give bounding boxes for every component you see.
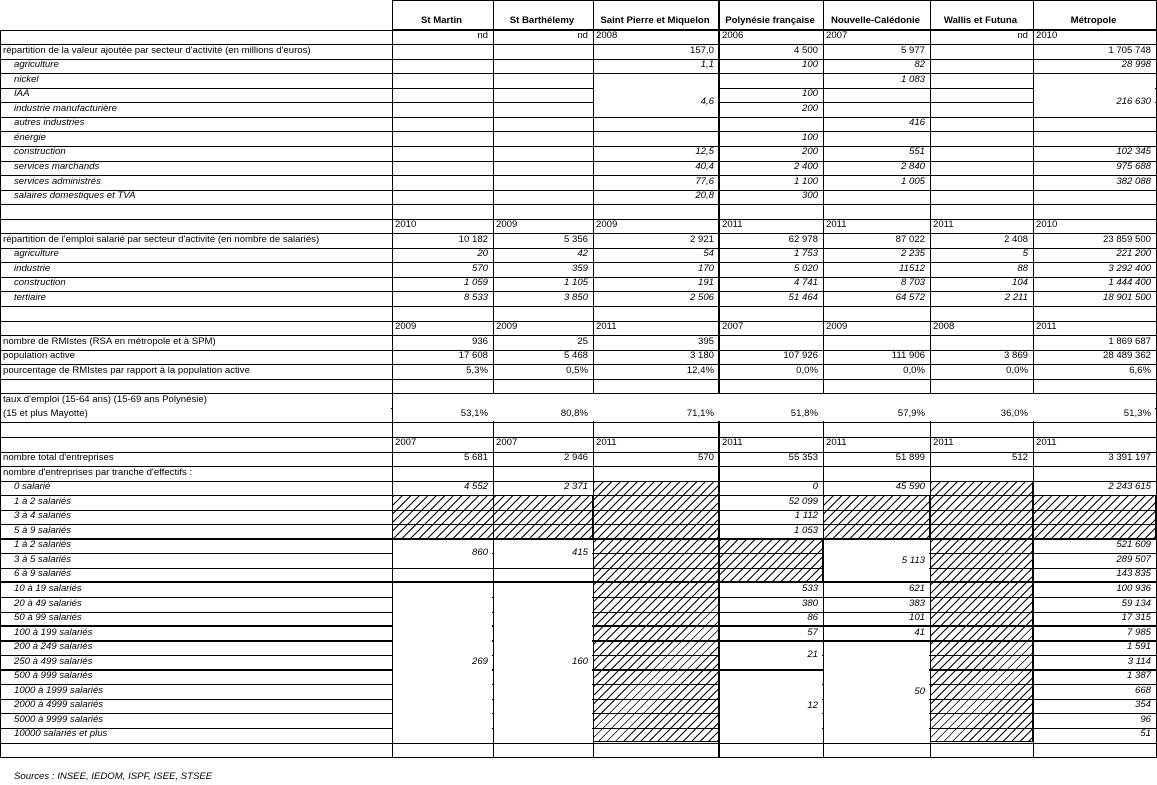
value-cell: 107 926 xyxy=(783,350,818,362)
band-value: 383 xyxy=(908,597,925,609)
row-rule xyxy=(0,306,1157,307)
size-band-label: 6 à 9 salariés xyxy=(14,568,72,580)
value-cell: 1 100 xyxy=(793,175,818,187)
year-cell-1: 2009 xyxy=(496,321,518,333)
size-band-label: 3 à 4 salariés xyxy=(14,510,72,522)
year-cell-0: 2010 xyxy=(395,219,417,231)
row-label: répartition de la valeur ajoutée par secteur d'activité (en millions d'euros) xyxy=(3,44,311,56)
band-value: 143 835 xyxy=(1116,568,1151,580)
year-cell-2: 2011 xyxy=(596,437,617,449)
band-value: 533 xyxy=(801,582,818,594)
year-cell-4: 2007 xyxy=(826,30,848,42)
band-value: 289 507 xyxy=(1116,553,1151,565)
band-value: 860 xyxy=(471,547,488,559)
value-cell: 5 356 xyxy=(563,233,588,245)
band-value: 7 985 xyxy=(1126,626,1151,638)
value-cell: 2 400 xyxy=(793,161,818,172)
value-cell: 42 xyxy=(577,248,588,260)
band-value: 41 xyxy=(914,626,925,638)
value-cell: 570 xyxy=(471,262,488,274)
year-cell-1: 2007 xyxy=(496,437,518,449)
row-rule xyxy=(0,757,1157,758)
value-cell: 3 850 xyxy=(563,291,588,303)
value-cell: 3 180 xyxy=(689,350,714,362)
value-cell: 512 xyxy=(1011,452,1028,463)
value-cell: 11512 xyxy=(899,262,925,274)
value-cell: 936 xyxy=(471,335,488,347)
value-cell: 200 xyxy=(801,102,818,114)
band-value: 17 315 xyxy=(1121,612,1151,624)
value-cell: 87 022 xyxy=(895,233,925,245)
value-cell: 3 869 xyxy=(1003,350,1028,362)
year-cell-6: 2010 xyxy=(1036,219,1058,231)
band-value: 100 936 xyxy=(1116,582,1151,594)
year-cell-5: 2008 xyxy=(933,321,955,333)
value-cell: 8 703 xyxy=(900,277,925,289)
value-cell: 2 211 xyxy=(1004,291,1028,303)
value-cell: 20 xyxy=(477,248,488,260)
year-cell-4: 2011 xyxy=(826,219,847,231)
size-band-label: 10000 salariés et plus xyxy=(14,728,108,740)
value-cell: 4 741 xyxy=(793,277,818,289)
band-value: 354 xyxy=(1134,699,1151,711)
value-cell: 5 977 xyxy=(900,44,925,56)
value-cell: 2 408 xyxy=(1003,233,1028,245)
value-cell: 28 998 xyxy=(1121,59,1151,71)
year-cell-6: 2011 xyxy=(1036,437,1057,449)
hatched-polynesie xyxy=(719,539,823,583)
year-cell-2: 2008 xyxy=(596,30,618,42)
value-cell: 4 500 xyxy=(793,44,818,56)
year-cell-3: 2011 xyxy=(722,219,743,231)
value-cell: 2 506 xyxy=(689,291,714,303)
value-cell: 51,8% xyxy=(790,408,818,420)
value-cell: 216 630 xyxy=(1116,95,1151,107)
band-value: 3 114 xyxy=(1127,655,1151,667)
value-cell: 0,0% xyxy=(903,364,925,376)
band-value: 1 112 xyxy=(794,510,818,522)
value-cell: 25 xyxy=(577,335,588,347)
row-label: pourcentage de RMIstes par rapport à la population active xyxy=(3,364,250,376)
value-cell: 104 xyxy=(1011,277,1028,289)
value-cell: 5 020 xyxy=(793,262,818,274)
value-cell: 100 xyxy=(801,59,818,71)
value-cell: 1 869 687 xyxy=(1108,335,1151,347)
value-cell: 23 859 500 xyxy=(1102,233,1151,245)
value-cell: 4,6 xyxy=(700,95,714,107)
row-label: population active xyxy=(3,350,76,362)
band-value: 621 xyxy=(908,582,925,594)
band-value: 57 xyxy=(807,626,818,638)
row-label: services marchands xyxy=(14,161,100,172)
value-cell: 359 xyxy=(571,262,588,274)
year-cell-1: 2009 xyxy=(496,219,518,231)
year-cell-4: 2009 xyxy=(826,321,848,333)
value-cell: 1 083 xyxy=(900,73,925,85)
value-cell: 100 xyxy=(801,88,818,100)
year-cell-0: nd xyxy=(477,30,488,42)
band-value: 668 xyxy=(1134,684,1151,696)
band-value: 21 xyxy=(807,649,818,661)
year-cell-6: 2011 xyxy=(1036,321,1057,333)
size-band-label: 10 à 19 salariés xyxy=(14,582,82,594)
row-rule xyxy=(0,422,1157,423)
value-cell: 1 059 xyxy=(463,277,488,289)
band-value: 160 xyxy=(571,656,588,668)
size-band-label: 200 à 249 salariés xyxy=(14,641,93,653)
row-label: industrie manufacturière xyxy=(14,102,117,114)
year-cell-5: 2011 xyxy=(933,219,954,231)
value-cell: 36,0% xyxy=(1000,408,1028,420)
value-cell: 77,6 xyxy=(695,175,714,187)
column-header-5: Wallis et Futuna xyxy=(943,15,1018,26)
value-cell: 551 xyxy=(908,146,925,158)
band-value: 12 xyxy=(807,700,818,712)
band-value: 269 xyxy=(471,656,488,668)
value-cell: 395 xyxy=(697,335,714,347)
band-value: 50 xyxy=(914,685,925,697)
size-band-label: 20 à 49 salariés xyxy=(14,597,82,609)
value-cell: 71,1% xyxy=(686,408,714,420)
value-cell: 18 901 500 xyxy=(1102,291,1151,303)
sources-note: Sources : INSEE, IEDOM, ISPF, ISEE, STSEE xyxy=(14,771,213,782)
year-cell-6: 2010 xyxy=(1036,30,1058,42)
value-cell: 2 840 xyxy=(900,161,925,172)
value-cell: 1 444 400 xyxy=(1108,277,1151,289)
band-value: 5 113 xyxy=(901,554,925,566)
year-cell-0: 2009 xyxy=(395,321,417,333)
value-cell: 17 608 xyxy=(458,350,488,362)
row-label: (15 et plus Mayotte) xyxy=(3,408,88,420)
year-cell-3: 2006 xyxy=(722,30,744,42)
column-header-3: Polynésie française xyxy=(725,15,815,26)
year-cell-5: nd xyxy=(1017,30,1028,42)
value-cell: 0,0% xyxy=(796,364,818,376)
year-cell-5: 2011 xyxy=(933,437,954,449)
value-cell: 111 906 xyxy=(891,350,925,362)
value-cell: 1 105 xyxy=(563,277,588,289)
year-cell-2: 2011 xyxy=(596,321,617,333)
value-cell: 8 533 xyxy=(463,291,488,303)
row-label: nombre total d'entreprises xyxy=(3,452,114,463)
row-label: autres industries xyxy=(14,117,85,129)
value-cell: 0,5% xyxy=(566,364,588,376)
value-cell: 51 464 xyxy=(788,291,818,303)
value-cell: 191 xyxy=(697,277,714,289)
band-value: 59 134 xyxy=(1121,597,1151,609)
band-value: 2 371 xyxy=(563,481,588,493)
year-cell-1: nd xyxy=(577,30,588,42)
value-cell: 570 xyxy=(697,452,714,463)
row-label: taux d'emploi (15-64 ans) (15-69 ans Polynésie) xyxy=(3,393,207,405)
value-cell: 1 753 xyxy=(793,248,818,260)
hatched-metropole xyxy=(1033,495,1156,539)
column-header-1: St Barthélemy xyxy=(509,15,575,26)
value-cell: 64 572 xyxy=(895,291,925,303)
band-value: 380 xyxy=(801,597,818,609)
year-cell-0: 2007 xyxy=(395,437,417,449)
value-cell: 54 xyxy=(703,248,714,260)
top-rule xyxy=(392,0,1157,1)
value-cell: 0,0% xyxy=(1006,364,1028,376)
value-cell: 10 182 xyxy=(458,233,488,245)
row-label: agriculture xyxy=(14,248,59,260)
value-cell: 1 705 748 xyxy=(1108,44,1151,56)
band-value: 0 xyxy=(812,481,818,493)
value-cell: 157,0 xyxy=(689,44,714,56)
band-value: 101 xyxy=(908,612,925,624)
column-header-6: Métropole xyxy=(1070,15,1117,26)
row-label: nombre de RMIstes (RSA en métropole et à SPM) xyxy=(3,335,216,347)
size-band-label: 0 salarié xyxy=(14,481,51,493)
row-label: répartition de l'emploi salarié par secteur d'activité (en nombre de salariés) xyxy=(3,233,320,245)
year-cell-2: 2009 xyxy=(596,219,618,231)
row-rule xyxy=(0,379,1157,380)
value-cell: 12,4% xyxy=(686,364,714,376)
value-cell: 20,8 xyxy=(695,190,714,202)
size-band-label: 5 à 9 salariés xyxy=(14,524,72,536)
size-band-label: 500 à 999 salariés xyxy=(14,670,93,682)
value-cell: 975 688 xyxy=(1116,161,1151,172)
band-value: 521 609 xyxy=(1116,539,1151,551)
value-cell: 1,1 xyxy=(700,59,714,71)
band-value: 96 xyxy=(1140,713,1151,725)
value-cell: 416 xyxy=(908,117,925,129)
column-header-0: St Martin xyxy=(420,15,463,26)
row-label: nickel xyxy=(14,73,39,85)
row-label: agriculture xyxy=(14,59,59,71)
row-label: IAA xyxy=(14,88,30,100)
value-cell: 6,6% xyxy=(1129,364,1151,376)
value-cell: 40,4 xyxy=(695,161,714,172)
value-cell: 200 xyxy=(801,146,818,158)
row-label: salaires domestiques et TVA xyxy=(14,190,136,202)
row-label: énergie xyxy=(14,131,47,143)
column-header-4: Nouvelle-Calédonie xyxy=(830,15,921,26)
size-band-label: 1 à 2 salariés xyxy=(14,539,72,551)
value-cell: 55 353 xyxy=(788,452,818,463)
value-cell: 62 978 xyxy=(788,233,818,245)
value-cell: 221 200 xyxy=(1116,248,1151,260)
value-cell: 5 681 xyxy=(463,452,488,463)
band-value: 51 xyxy=(1140,728,1151,740)
year-cell-3: 2011 xyxy=(722,437,743,449)
band-value: 86 xyxy=(807,612,818,624)
size-band-label: 3 à 5 salariés xyxy=(14,553,72,565)
band-value: 45 590 xyxy=(895,481,925,493)
value-cell: 88 xyxy=(1017,262,1028,274)
hatched-caledonie xyxy=(823,495,930,539)
value-cell: 51,3% xyxy=(1123,408,1151,420)
band-value: 52 099 xyxy=(788,495,818,507)
value-cell: 80,8% xyxy=(560,408,588,420)
value-cell: 300 xyxy=(801,190,818,202)
left-rule xyxy=(0,30,1,758)
row-label: nombre d'entreprises par tranche d'effectifs : xyxy=(3,466,193,478)
band-value: 2 243 615 xyxy=(1108,481,1151,493)
row-label: construction xyxy=(14,277,66,289)
value-cell: 2 946 xyxy=(563,452,588,463)
band-value: 4 552 xyxy=(463,481,488,493)
size-band-label: 5000 à 9999 salariés xyxy=(14,713,104,725)
size-band-label: 1000 à 1999 salariés xyxy=(14,684,104,696)
value-cell: 382 088 xyxy=(1116,175,1151,187)
value-cell: 5 468 xyxy=(563,350,588,362)
value-cell: 170 xyxy=(697,262,714,274)
value-cell: 5 xyxy=(1022,248,1028,260)
value-cell: 57,9% xyxy=(897,408,925,420)
value-cell: 102 345 xyxy=(1116,146,1151,158)
size-band-label: 2000 à 4999 salariés xyxy=(14,699,104,711)
value-cell: 2 235 xyxy=(900,248,925,260)
value-cell: 3 391 197 xyxy=(1108,452,1151,463)
value-cell: 82 xyxy=(914,59,925,71)
value-cell: 28 489 362 xyxy=(1102,350,1151,362)
size-band-label: 50 à 99 salariés xyxy=(14,612,82,624)
size-band-label: 100 à 199 salariés xyxy=(14,626,93,638)
band-value: 1 387 xyxy=(1126,670,1151,682)
value-cell: 53,1% xyxy=(460,408,488,420)
value-cell: 1 005 xyxy=(900,175,925,187)
value-cell: 2 921 xyxy=(689,233,714,245)
column-header-2: Saint Pierre et Miquelon xyxy=(600,15,710,26)
value-cell: 3 292 400 xyxy=(1108,262,1151,274)
band-value: 415 xyxy=(571,547,588,559)
band-value: 1 591 xyxy=(1126,641,1151,653)
size-band-label: 1 à 2 salariés xyxy=(14,495,72,507)
band-value: 1 053 xyxy=(793,524,818,536)
year-cell-3: 2007 xyxy=(722,321,744,333)
size-band-label: 250 à 499 salariés xyxy=(14,655,93,667)
row-rule xyxy=(0,204,1157,205)
row-label: services administrés xyxy=(14,175,101,187)
row-label: industrie xyxy=(14,262,51,274)
year-cell-4: 2011 xyxy=(826,437,847,449)
value-cell: 100 xyxy=(801,131,818,143)
value-cell: 51 899 xyxy=(895,452,925,463)
column-rule xyxy=(930,0,931,757)
row-rule xyxy=(0,743,1157,744)
value-cell: 12,5 xyxy=(695,146,714,158)
value-cell: 5,3% xyxy=(466,364,488,376)
row-label: tertiaire xyxy=(14,291,46,303)
row-label: construction xyxy=(14,146,66,158)
